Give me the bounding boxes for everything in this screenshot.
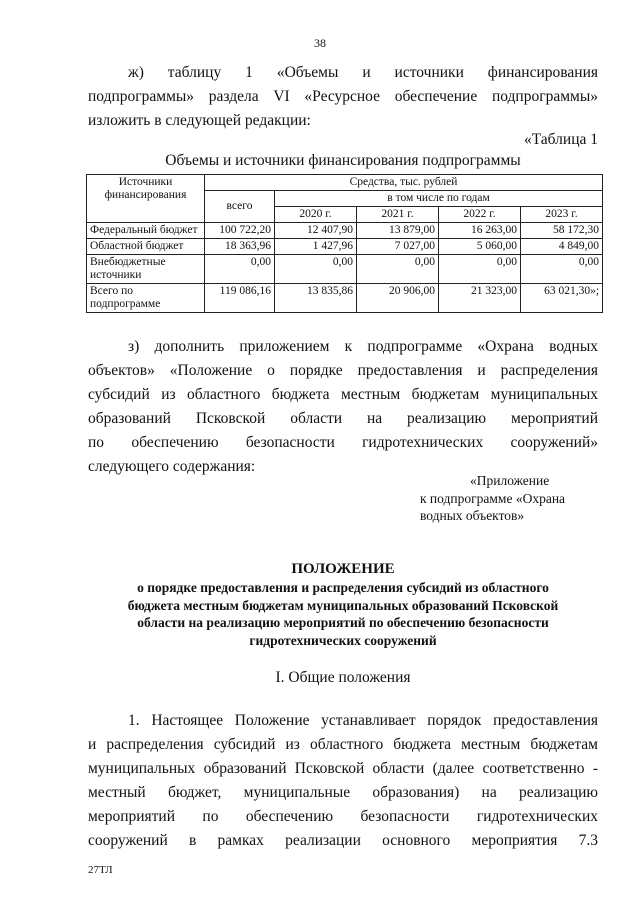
row-value: 63 021,30»; [521, 284, 603, 313]
header-year: 2023 г. [521, 207, 603, 223]
row-source-name: Всего по подпрограмме [87, 284, 205, 313]
intro-paragraph [88, 61, 598, 133]
appendix-note-line: к подпрограмме «Охрана [420, 490, 566, 506]
clause-1-line: мероприятий по обеспечению безопасности гидротехнических [88, 808, 598, 825]
clause-1-paragraph [88, 709, 598, 853]
item-z-line: объектов» «Положение о порядке предоставления и распределения [88, 362, 598, 379]
row-value: 0,00 [521, 255, 603, 284]
header-year: 2020 г. [275, 207, 357, 223]
row-value: 0,00 [275, 255, 357, 284]
clause-1-line: и распределения субсидий из областного бюджета местным бюджетам [88, 736, 598, 753]
item-z-line: образований Псковской области на реализацию мероприятий [88, 410, 598, 427]
row-value: 7 027,00 [357, 239, 439, 255]
row-total: 0,00 [205, 255, 275, 284]
header-funds: Средства, тыс. рублей [205, 175, 603, 191]
row-value: 4 849,00 [521, 239, 603, 255]
intro-line: ж) таблицу 1 «Объемы и источники финансирования [128, 64, 598, 81]
table-row [87, 284, 603, 313]
header-total: всего [205, 191, 275, 223]
row-total: 119 086,16 [205, 284, 275, 313]
table-label: «Таблица 1 [523, 131, 598, 148]
row-source-name: Федеральный бюджет [87, 223, 205, 239]
intro-line: изложить в следующей редакции: [88, 112, 311, 129]
table-header-row [87, 175, 603, 191]
row-value: 0,00 [357, 255, 439, 284]
section-title: I. Общие положения [275, 669, 411, 686]
row-value: 5 060,00 [439, 239, 521, 255]
clause-1-line: 1. Настоящее Положение устанавливает порядок предоставления [128, 712, 598, 729]
header-sources: Источники финансирования [87, 175, 205, 223]
header-by-years: в том числе по годам [275, 191, 603, 207]
appendix-note [420, 472, 600, 525]
page-number: 38 [314, 36, 326, 50]
item-z-line: з) дополнить приложением к подпрограмме «Охрана водных [128, 338, 598, 355]
table-row [87, 223, 603, 239]
row-value: 21 323,00 [439, 284, 521, 313]
item-z-line: по обеспечению безопасности гидротехнических сооружений» [88, 434, 598, 451]
intro-line: подпрограммы» раздела VI «Ресурсное обеспечение подпрограммы» [88, 88, 598, 105]
appendix-note-line: «Приложение [470, 473, 550, 488]
funding-table [86, 174, 603, 313]
table-title: Объемы и источники финансирования подпрограммы [165, 152, 521, 169]
item-z-line: следующего содержания: [88, 458, 256, 475]
table-row [87, 239, 603, 255]
document-subtitle-line: о порядке предоставления и распределения субсидий из областного [137, 580, 549, 595]
header-year: 2022 г. [439, 207, 521, 223]
header-year: 2021 г. [357, 207, 439, 223]
clause-1-line: муниципальных образований Псковской области (далее соответственно - [88, 760, 598, 777]
document-subtitle-line: области на реализацию мероприятий по обеспечению безопасности [137, 615, 549, 630]
row-source-name: Областной бюджет [87, 239, 205, 255]
row-value: 13 879,00 [357, 223, 439, 239]
row-value: 0,00 [439, 255, 521, 284]
row-total: 18 363,96 [205, 239, 275, 255]
clause-1-line: сооружений в рамках реализации основного мероприятия 7.3 [88, 832, 598, 849]
row-total: 100 722,20 [205, 223, 275, 239]
document-subtitle-line: гидротехнических сооружений [249, 632, 437, 648]
row-value: 16 263,00 [439, 223, 521, 239]
clause-1-line: местный бюджет, муниципальные образования) на реализацию [88, 784, 598, 801]
appendix-note-line: водных объектов» [420, 508, 525, 523]
row-value: 58 172,30 [521, 223, 603, 239]
footer-code: 27ТЛ [88, 864, 113, 876]
row-value: 20 906,00 [357, 284, 439, 313]
document-title: ПОЛОЖЕНИЕ [291, 561, 395, 577]
item-z-paragraph [88, 335, 598, 479]
row-value: 12 407,90 [275, 223, 357, 239]
item-z-line: субсидий из областного бюджета местным бюджетам муниципальных [88, 386, 598, 403]
row-value: 13 835,86 [275, 284, 357, 313]
table-row [87, 255, 603, 284]
row-source-name: Внебюджетные источники [87, 255, 205, 284]
row-value: 1 427,96 [275, 239, 357, 255]
document-subtitle [88, 579, 598, 649]
document-subtitle-line: бюджета местным бюджетам муниципальных образований Псковской [127, 597, 559, 613]
